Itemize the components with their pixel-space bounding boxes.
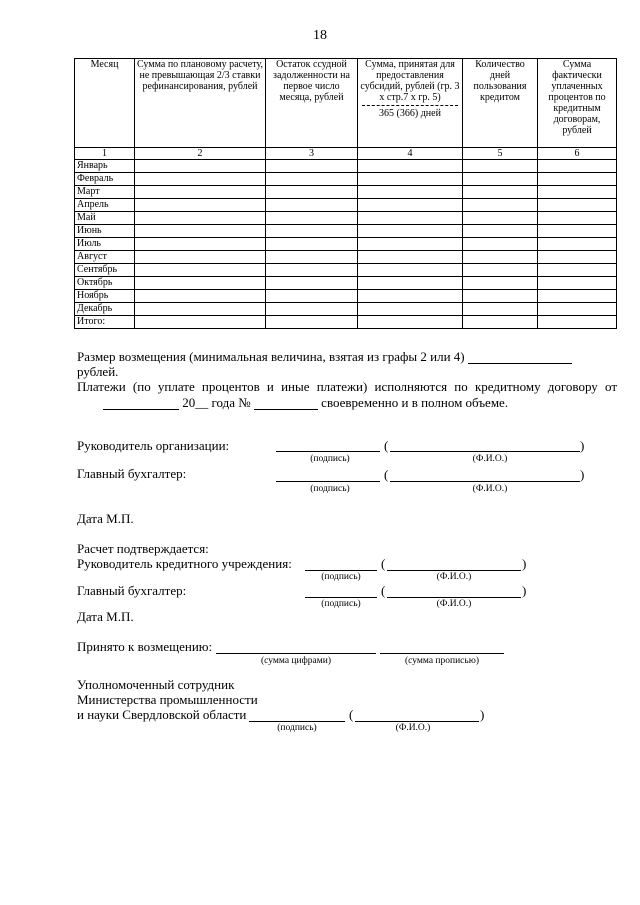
month-label: Апрель [75,199,135,212]
caption-fio: (Ф.И.О.) [472,484,508,494]
table-cell[interactable] [135,186,266,199]
auth-fio-field[interactable] [355,708,479,722]
table-row [75,264,617,277]
sum-digits-field[interactable] [216,640,376,654]
table-cell[interactable] [266,251,358,264]
page-number: 18 [313,28,327,43]
column-number: 3 [266,148,358,160]
table-cell[interactable] [463,186,538,199]
month-label: Декабрь [75,303,135,316]
caption-podpis: (подпись) [321,599,361,609]
table-cell[interactable] [463,173,538,186]
open-paren: ( [349,707,354,722]
table-cell[interactable] [266,290,358,303]
caption-podpis: (подпись) [321,572,361,582]
table-cell[interactable] [266,303,358,316]
close-paren: ) [580,467,585,482]
subsidy-table [74,58,617,329]
confirmed-label: Расчет подтверждается: [77,541,209,556]
header-month: Месяц [75,59,135,148]
chief-acc-2-fio-field[interactable] [387,584,521,598]
platezhi-year: 20__ года № [182,395,251,410]
table-cell[interactable] [538,303,617,316]
table-cell[interactable] [358,199,463,212]
table-cell[interactable] [463,199,538,212]
table-row [75,212,617,225]
caption-fio: (Ф.И.О.) [395,723,431,733]
month-label: Ноябрь [75,290,135,303]
contract-number-field[interactable] [254,396,318,410]
table-cell[interactable] [358,212,463,225]
table-row [75,186,617,199]
table-cell[interactable] [358,186,463,199]
table-cell[interactable] [463,316,538,329]
table-cell[interactable] [538,173,617,186]
table-cell[interactable] [266,160,358,173]
table-cell[interactable] [135,251,266,264]
column-number: 4 [358,148,463,160]
table-cell[interactable] [463,212,538,225]
table-cell[interactable] [135,238,266,251]
head-org-signature-field[interactable] [276,438,380,452]
table-cell[interactable] [266,186,358,199]
table-cell[interactable] [463,160,538,173]
table-cell[interactable] [266,173,358,186]
sum-words-field[interactable] [380,640,504,654]
date-mp-2: Дата М.П. [77,609,134,624]
table-row [75,173,617,186]
divider [362,105,458,106]
month-label: Август [75,251,135,264]
table-cell[interactable] [135,277,266,290]
chief-acc-fio-field[interactable] [390,468,580,482]
table-cell[interactable] [358,290,463,303]
column-number: 6 [538,148,617,160]
table-cell[interactable] [463,303,538,316]
table-row [75,199,617,212]
table-cell[interactable] [463,277,538,290]
table-row [75,277,617,290]
column-number-row [75,148,617,160]
table-row [75,238,617,251]
table-cell[interactable] [266,212,358,225]
date-mp: Дата М.П. [77,511,134,526]
head-org-fio-field[interactable] [390,438,580,452]
table-cell[interactable] [135,225,266,238]
month-label: Сентябрь [75,264,135,277]
platezhi-line-1: Платежи (по уплате процентов и иные платежи) исполняются по кредитному договору от [77,379,617,394]
table-cell[interactable] [358,251,463,264]
table-cell[interactable] [135,316,266,329]
header-subsidy-sum-bottom: 365 (366) дней [379,108,441,119]
head-credit-signature-field[interactable] [305,557,377,571]
table-cell[interactable] [135,199,266,212]
head-credit-label: Руководитель кредитного учреждения: [77,556,292,571]
table-row [75,160,617,173]
table-cell[interactable] [463,290,538,303]
table-cell[interactable] [463,238,538,251]
table-cell[interactable] [538,238,617,251]
caption-fio: (Ф.И.О.) [472,454,508,464]
caption-sum-words: (сумма прописью) [405,656,479,666]
column-number: 2 [135,148,266,160]
table-row [75,290,617,303]
close-paren: ) [580,438,585,453]
month-label: Июнь [75,225,135,238]
head-org-label: Руководитель организации: [77,438,230,453]
table-cell[interactable] [358,303,463,316]
month-label: Итого: [75,316,135,329]
table-cell[interactable] [266,225,358,238]
head-credit-fio-field[interactable] [387,557,521,571]
table-cell[interactable] [135,212,266,225]
table-cell[interactable] [266,238,358,251]
close-paren: ) [480,707,485,722]
table-cell[interactable] [538,264,617,277]
open-paren: ( [381,583,386,598]
column-number: 1 [75,148,135,160]
open-paren: ( [384,467,389,482]
table-cell[interactable] [538,199,617,212]
table-cell[interactable] [135,173,266,186]
close-paren: ) [522,583,527,598]
table-cell[interactable] [358,225,463,238]
platezhi-line-2 [103,395,508,410]
header-subsidy-sum [358,59,463,148]
column-number: 5 [463,148,538,160]
month-label: Март [75,186,135,199]
table-cell[interactable] [538,186,617,199]
table-cell[interactable] [463,225,538,238]
auth-line-2: Министерства промышленности [77,692,258,707]
auth-signature-field[interactable] [249,708,345,722]
table-cell[interactable] [358,173,463,186]
table-cell[interactable] [358,160,463,173]
table-cell[interactable] [358,264,463,277]
table-row [75,251,617,264]
month-label: Январь [75,160,135,173]
caption-sum-digits: (сумма цифрами) [261,656,331,666]
table-row [75,303,617,316]
chief-acc-2-signature-field[interactable] [305,584,377,598]
table-cell[interactable] [266,277,358,290]
table-cell[interactable] [135,290,266,303]
table-cell[interactable] [538,277,617,290]
month-label: Май [75,212,135,225]
month-label: Июль [75,238,135,251]
razmer-line-1 [77,349,617,364]
caption-podpis: (подпись) [277,723,317,733]
caption-fio: (Ф.И.О.) [436,599,472,609]
table-cell[interactable] [358,277,463,290]
table-cell[interactable] [538,212,617,225]
table-cell[interactable] [463,251,538,264]
table-cell[interactable] [135,160,266,173]
table-cell[interactable] [538,316,617,329]
platezhi-end: своевременно и в полном объеме. [321,395,509,410]
table-row [75,316,617,329]
month-label: Октябрь [75,277,135,290]
table-cell[interactable] [538,290,617,303]
month-label: Февраль [75,173,135,186]
chief-acc-signature-field[interactable] [276,468,380,482]
table-cell[interactable] [135,264,266,277]
chief-acc-label: Главный бухгалтер: [77,466,187,481]
chief-acc-2-label: Главный бухгалтер: [77,583,187,598]
table-cell[interactable] [358,316,463,329]
razmer-amount-field[interactable] [468,350,572,364]
header-plan-sum: Сумма по плановому расчету, не превышающая 2/3 ставки рефинансирования, рублей [135,59,266,148]
caption-podpis: (подпись) [310,484,350,494]
caption-podpis: (подпись) [310,454,350,464]
table-cell[interactable] [266,199,358,212]
open-paren: ( [384,438,389,453]
open-paren: ( [381,556,386,571]
close-paren: ) [522,556,527,571]
table-cell[interactable] [358,238,463,251]
caption-fio: (Ф.И.О.) [436,572,472,582]
razmer-text: Размер возмещения (минимальная величина, взятая из графы 2 или 4) [77,349,465,364]
accepted-label: Принято к возмещению: [77,639,213,654]
auth-line-1: Уполномоченный сотрудник [77,677,235,692]
table-cell[interactable] [538,251,617,264]
contract-date-field[interactable] [103,396,179,410]
table-cell[interactable] [538,225,617,238]
table-cell[interactable] [463,264,538,277]
auth-line-3: и науки Свердловской области [77,707,247,722]
header-days: Количество дней пользования кредитом [463,59,538,148]
table-cell[interactable] [266,316,358,329]
header-subsidy-sum-top: Сумма, принятая для предоставления субсидий, рублей (гр. 3 x стр.7 x гр. 5) [360,59,460,103]
table-cell[interactable] [135,303,266,316]
table-row [75,225,617,238]
table-cell[interactable] [266,264,358,277]
header-loan-balance: Остаток ссудной задолженности на первое число месяца, рублей [266,59,358,148]
table-cell[interactable] [538,160,617,173]
header-interest-paid: Сумма фактически уплаченных процентов по кредитным договорам, рублей [538,59,617,148]
razmer-rubles: рублей. [77,364,119,379]
